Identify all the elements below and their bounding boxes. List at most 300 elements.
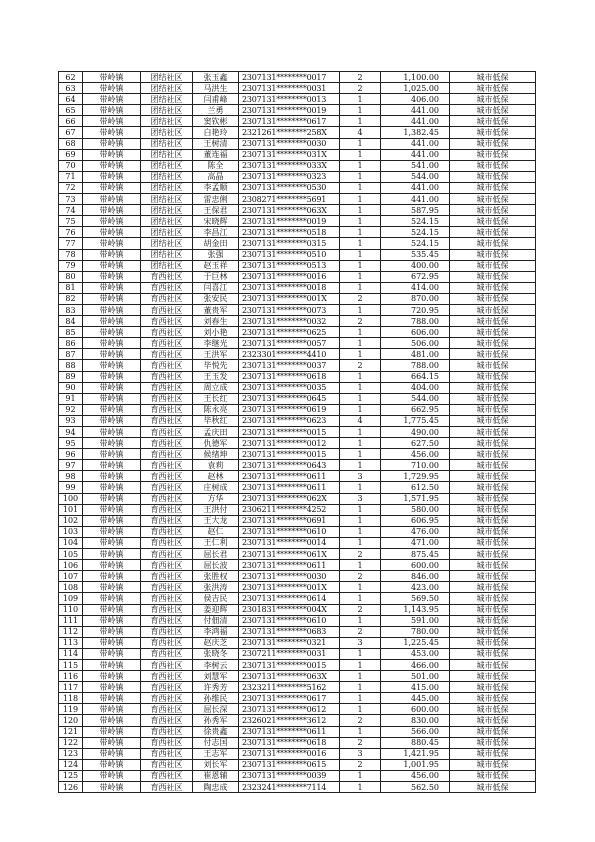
community-cell: 育西社区 bbox=[141, 726, 193, 737]
id-number-cell: 2307131********0619 bbox=[239, 404, 340, 415]
household-count-cell: 3 bbox=[340, 637, 381, 648]
table-row bbox=[59, 748, 536, 759]
category-cell: 城市低保 bbox=[450, 72, 536, 83]
name-cell: 方华 bbox=[193, 493, 239, 504]
row-number: 64 bbox=[59, 94, 83, 105]
community-cell: 育西社区 bbox=[141, 349, 193, 360]
id-number-cell: 2307131********0530 bbox=[239, 182, 340, 193]
id-number-cell: 2307131********0617 bbox=[239, 693, 340, 704]
community-cell: 团结社区 bbox=[141, 260, 193, 271]
row-number: 82 bbox=[59, 293, 83, 304]
name-cell: 毕悦先 bbox=[193, 360, 239, 371]
community-cell: 育西社区 bbox=[141, 659, 193, 670]
household-count-cell: 1 bbox=[340, 338, 381, 349]
category-cell: 城市低保 bbox=[450, 704, 536, 715]
name-cell: 李树云 bbox=[193, 659, 239, 670]
community-cell: 育西社区 bbox=[141, 393, 193, 404]
town-cell: 带岭镇 bbox=[83, 560, 141, 571]
town-cell: 带岭镇 bbox=[83, 637, 141, 648]
town-cell: 带岭镇 bbox=[83, 449, 141, 460]
community-cell: 育西社区 bbox=[141, 526, 193, 537]
household-count-cell: 1 bbox=[340, 116, 381, 127]
name-cell: 孟庆田 bbox=[193, 427, 239, 438]
town-cell: 带岭镇 bbox=[83, 504, 141, 515]
category-cell: 城市低保 bbox=[450, 782, 536, 793]
row-number: 121 bbox=[59, 726, 83, 737]
household-count-cell: 1 bbox=[340, 138, 381, 149]
name-cell: 胡金田 bbox=[193, 238, 239, 249]
household-count-cell: 2 bbox=[340, 759, 381, 770]
town-cell: 带岭镇 bbox=[83, 604, 141, 615]
category-cell: 城市低保 bbox=[450, 349, 536, 360]
table-row bbox=[59, 205, 536, 216]
community-cell: 育西社区 bbox=[141, 271, 193, 282]
town-cell: 带岭镇 bbox=[83, 260, 141, 271]
town-cell: 带岭镇 bbox=[83, 759, 141, 770]
category-cell: 城市低保 bbox=[450, 171, 536, 182]
town-cell: 带岭镇 bbox=[83, 105, 141, 116]
table-row bbox=[59, 726, 536, 737]
row-number: 119 bbox=[59, 704, 83, 715]
household-count-cell: 1 bbox=[340, 515, 381, 526]
community-cell: 育西社区 bbox=[141, 515, 193, 526]
community-cell: 团结社区 bbox=[141, 72, 193, 83]
table-row bbox=[59, 171, 536, 182]
town-cell: 带岭镇 bbox=[83, 549, 141, 560]
amount-cell: 476.00 bbox=[381, 526, 450, 537]
community-cell: 育西社区 bbox=[141, 427, 193, 438]
community-cell: 育西社区 bbox=[141, 493, 193, 504]
table-row bbox=[59, 127, 536, 138]
community-cell: 团结社区 bbox=[141, 171, 193, 182]
community-cell: 团结社区 bbox=[141, 227, 193, 238]
town-cell: 带岭镇 bbox=[83, 116, 141, 127]
row-number: 98 bbox=[59, 471, 83, 482]
table-row bbox=[59, 449, 536, 460]
household-count-cell: 1 bbox=[340, 194, 381, 205]
town-cell: 带岭镇 bbox=[83, 127, 141, 138]
household-count-cell: 1 bbox=[340, 371, 381, 382]
table-row bbox=[59, 415, 536, 426]
amount-cell: 453.00 bbox=[381, 648, 450, 659]
community-cell: 育西社区 bbox=[141, 371, 193, 382]
row-number: 100 bbox=[59, 493, 83, 504]
table-body bbox=[59, 72, 536, 793]
community-cell: 育西社区 bbox=[141, 327, 193, 338]
table-row bbox=[59, 526, 536, 537]
community-cell: 育西社区 bbox=[141, 293, 193, 304]
town-cell: 带岭镇 bbox=[83, 493, 141, 504]
category-cell: 城市低保 bbox=[450, 238, 536, 249]
community-cell: 团结社区 bbox=[141, 149, 193, 160]
row-number: 85 bbox=[59, 327, 83, 338]
category-cell: 城市低保 bbox=[450, 593, 536, 604]
id-number-cell: 2308271********5691 bbox=[239, 194, 340, 205]
row-number: 74 bbox=[59, 205, 83, 216]
id-number-cell: 2307131********0683 bbox=[239, 626, 340, 637]
row-number: 126 bbox=[59, 782, 83, 793]
community-cell: 育西社区 bbox=[141, 560, 193, 571]
id-number-cell: 2301831********004X bbox=[239, 604, 340, 615]
household-count-cell: 2 bbox=[340, 737, 381, 748]
town-cell: 带岭镇 bbox=[83, 72, 141, 83]
household-count-cell: 1 bbox=[340, 271, 381, 282]
community-cell: 育西社区 bbox=[141, 637, 193, 648]
amount-cell: 788.00 bbox=[381, 360, 450, 371]
town-cell: 带岭镇 bbox=[83, 537, 141, 548]
household-count-cell: 2 bbox=[340, 604, 381, 615]
name-cell: 赵玉祥 bbox=[193, 260, 239, 271]
amount-cell: 1,421.95 bbox=[381, 748, 450, 759]
category-cell: 城市低保 bbox=[450, 393, 536, 404]
household-count-cell: 1 bbox=[340, 682, 381, 693]
amount-cell: 672.95 bbox=[381, 271, 450, 282]
id-number-cell: 2307131********0618 bbox=[239, 737, 340, 748]
category-cell: 城市低保 bbox=[450, 382, 536, 393]
name-cell: 王大龙 bbox=[193, 515, 239, 526]
id-number-cell: 2307131********0625 bbox=[239, 327, 340, 338]
household-count-cell: 1 bbox=[340, 282, 381, 293]
amount-cell: 423.00 bbox=[381, 582, 450, 593]
row-number: 93 bbox=[59, 415, 83, 426]
amount-cell: 441.00 bbox=[381, 138, 450, 149]
category-cell: 城市低保 bbox=[450, 105, 536, 116]
table-row bbox=[59, 593, 536, 604]
table-row bbox=[59, 715, 536, 726]
category-cell: 城市低保 bbox=[450, 293, 536, 304]
table-row bbox=[59, 427, 536, 438]
town-cell: 带岭镇 bbox=[83, 671, 141, 682]
category-cell: 城市低保 bbox=[450, 759, 536, 770]
table-row bbox=[59, 493, 536, 504]
amount-cell: 664.15 bbox=[381, 371, 450, 382]
row-number: 113 bbox=[59, 637, 83, 648]
household-count-cell: 2 bbox=[340, 715, 381, 726]
name-cell: 高晶 bbox=[193, 171, 239, 182]
table-row bbox=[59, 571, 536, 582]
community-cell: 育西社区 bbox=[141, 704, 193, 715]
category-cell: 城市低保 bbox=[450, 637, 536, 648]
row-number: 70 bbox=[59, 160, 83, 171]
category-cell: 城市低保 bbox=[450, 216, 536, 227]
table-row bbox=[59, 338, 536, 349]
amount-cell: 445.00 bbox=[381, 693, 450, 704]
household-count-cell: 1 bbox=[340, 260, 381, 271]
row-number: 123 bbox=[59, 748, 83, 759]
community-cell: 育西社区 bbox=[141, 549, 193, 560]
category-cell: 城市低保 bbox=[450, 604, 536, 615]
row-number: 65 bbox=[59, 105, 83, 116]
category-cell: 城市低保 bbox=[450, 648, 536, 659]
category-cell: 城市低保 bbox=[450, 316, 536, 327]
amount-cell: 580.00 bbox=[381, 504, 450, 515]
name-cell: 刘长军 bbox=[193, 759, 239, 770]
id-number-cell: 2307131********0612 bbox=[239, 704, 340, 715]
row-number: 94 bbox=[59, 427, 83, 438]
town-cell: 带岭镇 bbox=[83, 482, 141, 493]
row-number: 77 bbox=[59, 238, 83, 249]
id-number-cell: 2307131********0014 bbox=[239, 537, 340, 548]
household-count-cell: 1 bbox=[340, 782, 381, 793]
town-cell: 带岭镇 bbox=[83, 471, 141, 482]
row-number: 78 bbox=[59, 249, 83, 260]
amount-cell: 606.95 bbox=[381, 515, 450, 526]
community-cell: 育西社区 bbox=[141, 604, 193, 615]
category-cell: 城市低保 bbox=[450, 748, 536, 759]
amount-cell: 600.00 bbox=[381, 704, 450, 715]
name-cell: 周立成 bbox=[193, 382, 239, 393]
row-number: 68 bbox=[59, 138, 83, 149]
id-number-cell: 2307131********0037 bbox=[239, 360, 340, 371]
category-cell: 城市低保 bbox=[450, 205, 536, 216]
row-number: 124 bbox=[59, 759, 83, 770]
id-number-cell: 2307131********0017 bbox=[239, 72, 340, 83]
id-number-cell: 2307131********0073 bbox=[239, 304, 340, 315]
id-number-cell: 2323241********7114 bbox=[239, 782, 340, 793]
household-count-cell: 1 bbox=[340, 526, 381, 537]
household-count-cell: 1 bbox=[340, 693, 381, 704]
town-cell: 带岭镇 bbox=[83, 704, 141, 715]
community-cell: 团结社区 bbox=[141, 182, 193, 193]
category-cell: 城市低保 bbox=[450, 138, 536, 149]
row-number: 116 bbox=[59, 671, 83, 682]
category-cell: 城市低保 bbox=[450, 626, 536, 637]
household-count-cell: 4 bbox=[340, 127, 381, 138]
household-count-cell: 1 bbox=[340, 648, 381, 659]
id-number-cell: 2307131********0015 bbox=[239, 659, 340, 670]
row-number: 105 bbox=[59, 549, 83, 560]
id-number-cell: 2307131********0611 bbox=[239, 482, 340, 493]
community-cell: 育西社区 bbox=[141, 682, 193, 693]
amount-cell: 481.00 bbox=[381, 349, 450, 360]
category-cell: 城市低保 bbox=[450, 194, 536, 205]
category-cell: 城市低保 bbox=[450, 371, 536, 382]
town-cell: 带岭镇 bbox=[83, 171, 141, 182]
row-number: 125 bbox=[59, 770, 83, 781]
row-number: 62 bbox=[59, 72, 83, 83]
row-number: 80 bbox=[59, 271, 83, 282]
category-cell: 城市低保 bbox=[450, 182, 536, 193]
amount-cell: 1,025.00 bbox=[381, 83, 450, 94]
household-count-cell: 1 bbox=[340, 349, 381, 360]
id-number-cell: 2307131********0513 bbox=[239, 260, 340, 271]
table-row bbox=[59, 260, 536, 271]
id-number-cell: 2307131********0013 bbox=[239, 94, 340, 105]
amount-cell: 441.00 bbox=[381, 149, 450, 160]
row-number: 83 bbox=[59, 304, 83, 315]
name-cell: 王洪军 bbox=[193, 349, 239, 360]
town-cell: 带岭镇 bbox=[83, 582, 141, 593]
town-cell: 带岭镇 bbox=[83, 726, 141, 737]
row-number: 89 bbox=[59, 371, 83, 382]
town-cell: 带岭镇 bbox=[83, 316, 141, 327]
category-cell: 城市低保 bbox=[450, 449, 536, 460]
name-cell: 赵林 bbox=[193, 471, 239, 482]
community-cell: 育西社区 bbox=[141, 460, 193, 471]
id-number-cell: 2307131********0518 bbox=[239, 227, 340, 238]
id-number-cell: 2307131********0019 bbox=[239, 105, 340, 116]
town-cell: 带岭镇 bbox=[83, 748, 141, 759]
town-cell: 带岭镇 bbox=[83, 615, 141, 626]
table-row bbox=[59, 293, 536, 304]
id-number-cell: 2307131********0019 bbox=[239, 216, 340, 227]
community-cell: 育西社区 bbox=[141, 671, 193, 682]
table-row bbox=[59, 194, 536, 205]
row-number: 92 bbox=[59, 404, 83, 415]
community-cell: 育西社区 bbox=[141, 582, 193, 593]
category-cell: 城市低保 bbox=[450, 304, 536, 315]
table-row bbox=[59, 94, 536, 105]
town-cell: 带岭镇 bbox=[83, 271, 141, 282]
amount-cell: 1,775.45 bbox=[381, 415, 450, 426]
town-cell: 带岭镇 bbox=[83, 715, 141, 726]
community-cell: 育西社区 bbox=[141, 482, 193, 493]
category-cell: 城市低保 bbox=[450, 549, 536, 560]
household-count-cell: 1 bbox=[340, 105, 381, 116]
community-cell: 育西社区 bbox=[141, 759, 193, 770]
household-count-cell: 1 bbox=[340, 449, 381, 460]
id-number-cell: 2307131********0623 bbox=[239, 415, 340, 426]
name-cell: 李孟顺 bbox=[193, 182, 239, 193]
row-number: 117 bbox=[59, 682, 83, 693]
community-cell: 育西社区 bbox=[141, 415, 193, 426]
category-cell: 城市低保 bbox=[450, 737, 536, 748]
town-cell: 带岭镇 bbox=[83, 238, 141, 249]
community-cell: 育西社区 bbox=[141, 304, 193, 315]
table-row bbox=[59, 404, 536, 415]
town-cell: 带岭镇 bbox=[83, 182, 141, 193]
table-row bbox=[59, 604, 536, 615]
category-cell: 城市低保 bbox=[450, 726, 536, 737]
amount-cell: 400.00 bbox=[381, 260, 450, 271]
row-number: 101 bbox=[59, 504, 83, 515]
row-number: 109 bbox=[59, 593, 83, 604]
category-cell: 城市低保 bbox=[450, 671, 536, 682]
town-cell: 带岭镇 bbox=[83, 404, 141, 415]
community-cell: 育西社区 bbox=[141, 648, 193, 659]
id-number-cell: 2307131********0614 bbox=[239, 593, 340, 604]
community-cell: 团结社区 bbox=[141, 160, 193, 171]
name-cell: 陈永亮 bbox=[193, 404, 239, 415]
table-row bbox=[59, 471, 536, 482]
community-cell: 团结社区 bbox=[141, 116, 193, 127]
amount-cell: 720.95 bbox=[381, 304, 450, 315]
name-cell: 刘春生 bbox=[193, 316, 239, 327]
row-number: 75 bbox=[59, 216, 83, 227]
name-cell: 孙维民 bbox=[193, 693, 239, 704]
row-number: 118 bbox=[59, 693, 83, 704]
table-row bbox=[59, 682, 536, 693]
community-cell: 团结社区 bbox=[141, 94, 193, 105]
town-cell: 带岭镇 bbox=[83, 626, 141, 637]
community-cell: 育西社区 bbox=[141, 615, 193, 626]
household-count-cell: 1 bbox=[340, 149, 381, 160]
household-count-cell: 1 bbox=[340, 404, 381, 415]
row-number: 63 bbox=[59, 83, 83, 94]
table-row bbox=[59, 182, 536, 193]
town-cell: 带岭镇 bbox=[83, 149, 141, 160]
id-number-cell: 2307131********063X bbox=[239, 671, 340, 682]
id-number-cell: 2307131********063X bbox=[239, 205, 340, 216]
category-cell: 城市低保 bbox=[450, 260, 536, 271]
table-row bbox=[59, 648, 536, 659]
name-cell: 李昌江 bbox=[193, 227, 239, 238]
id-number-cell: 2323211********5162 bbox=[239, 682, 340, 693]
amount-cell: 524.15 bbox=[381, 227, 450, 238]
id-number-cell: 2307131********031X bbox=[239, 149, 340, 160]
id-number-cell: 2307131********0611 bbox=[239, 471, 340, 482]
category-cell: 城市低保 bbox=[450, 160, 536, 171]
amount-cell: 870.00 bbox=[381, 293, 450, 304]
row-number: 66 bbox=[59, 116, 83, 127]
id-number-cell: 2307131********0012 bbox=[239, 438, 340, 449]
town-cell: 带岭镇 bbox=[83, 227, 141, 238]
row-number: 95 bbox=[59, 438, 83, 449]
town-cell: 带岭镇 bbox=[83, 327, 141, 338]
amount-cell: 415.00 bbox=[381, 682, 450, 693]
household-count-cell: 1 bbox=[340, 216, 381, 227]
name-cell: 雷忠俐 bbox=[193, 194, 239, 205]
table-row bbox=[59, 782, 536, 793]
name-cell: 王保君 bbox=[193, 205, 239, 216]
table-row bbox=[59, 271, 536, 282]
data-table bbox=[58, 71, 536, 793]
name-cell: 屈长君 bbox=[193, 549, 239, 560]
category-cell: 城市低保 bbox=[450, 615, 536, 626]
household-count-cell: 2 bbox=[340, 293, 381, 304]
amount-cell: 1,100.00 bbox=[381, 72, 450, 83]
table-row bbox=[59, 83, 536, 94]
town-cell: 带岭镇 bbox=[83, 83, 141, 94]
name-cell: 王仁利 bbox=[193, 537, 239, 548]
id-number-cell: 2307131********061X bbox=[239, 549, 340, 560]
amount-cell: 466.00 bbox=[381, 659, 450, 670]
name-cell: 王玉发 bbox=[193, 371, 239, 382]
category-cell: 城市低保 bbox=[450, 493, 536, 504]
table-row bbox=[59, 560, 536, 571]
amount-cell: 414.00 bbox=[381, 282, 450, 293]
id-number-cell: 2307131********0610 bbox=[239, 615, 340, 626]
table-row bbox=[59, 693, 536, 704]
amount-cell: 1,143.95 bbox=[381, 604, 450, 615]
town-cell: 带岭镇 bbox=[83, 693, 141, 704]
id-number-cell: 2307131********0643 bbox=[239, 460, 340, 471]
amount-cell: 788.00 bbox=[381, 316, 450, 327]
community-cell: 团结社区 bbox=[141, 105, 193, 116]
town-cell: 带岭镇 bbox=[83, 515, 141, 526]
household-count-cell: 1 bbox=[340, 205, 381, 216]
household-count-cell: 1 bbox=[340, 504, 381, 515]
community-cell: 团结社区 bbox=[141, 216, 193, 227]
amount-cell: 780.00 bbox=[381, 626, 450, 637]
amount-cell: 441.00 bbox=[381, 116, 450, 127]
row-number: 115 bbox=[59, 659, 83, 670]
table-row bbox=[59, 304, 536, 315]
table-row bbox=[59, 393, 536, 404]
amount-cell: 1,571.95 bbox=[381, 493, 450, 504]
id-number-cell: 2326021********3612 bbox=[239, 715, 340, 726]
id-number-cell: 2307131********0032 bbox=[239, 316, 340, 327]
community-cell: 育西社区 bbox=[141, 537, 193, 548]
table-row bbox=[59, 316, 536, 327]
id-number-cell: 2307131********0018 bbox=[239, 282, 340, 293]
household-count-cell: 1 bbox=[340, 182, 381, 193]
household-count-cell: 2 bbox=[340, 549, 381, 560]
community-cell: 团结社区 bbox=[141, 249, 193, 260]
town-cell: 带岭镇 bbox=[83, 194, 141, 205]
household-count-cell: 2 bbox=[340, 316, 381, 327]
town-cell: 带岭镇 bbox=[83, 770, 141, 781]
